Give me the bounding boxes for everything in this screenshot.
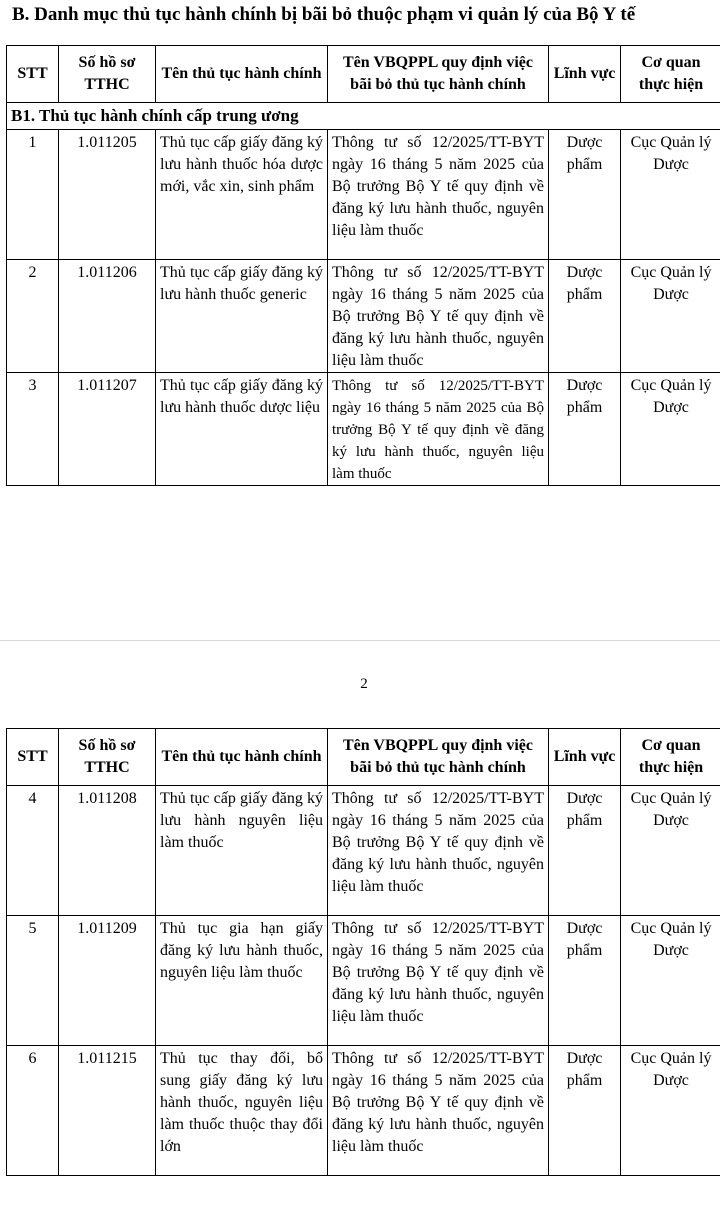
cell-linhvuc: Dược phẩm bbox=[549, 260, 621, 373]
header-stt: STT bbox=[7, 46, 59, 103]
cell-ma: 1.011209 bbox=[59, 916, 156, 1046]
header-ma: Số hồ sơ TTHC bbox=[59, 46, 156, 103]
cell-ten: Thủ tục thay đổi, bổ sung giấy đăng ký lưu hành thuốc, nguyên liệu làm thuốc thuộc thay đổi lớn bbox=[156, 1046, 328, 1176]
cell-ma: 1.011205 bbox=[59, 130, 156, 260]
cell-vb: Thông tư số 12/2025/TT-BYT ngày 16 tháng 5 năm 2025 của Bộ trưởng Bộ Y tế quy định về đăng ký lưu hành thuốc, nguyên liệu làm thuốc bbox=[328, 916, 549, 1046]
header-coquan: Cơ quan thực hiện bbox=[621, 46, 720, 103]
header-vb: Tên VBQPPL quy định việc bãi bỏ thủ tục hành chính bbox=[328, 46, 549, 103]
cell-ma: 1.011206 bbox=[59, 260, 156, 373]
table-row bbox=[7, 130, 720, 260]
header-stt: STT bbox=[7, 729, 59, 786]
cell-coquan: Cục Quản lý Dược bbox=[621, 1046, 720, 1176]
table-row bbox=[7, 260, 720, 373]
table-row bbox=[7, 786, 720, 916]
header-vb: Tên VBQPPL quy định việc bãi bỏ thủ tục hành chính bbox=[328, 729, 549, 786]
section-heading: B. Danh mục thủ tục hành chính bị bãi bỏ thuộc phạm vi quản lý của Bộ Y tế bbox=[12, 4, 636, 25]
cell-coquan: Cục Quản lý Dược bbox=[621, 916, 720, 1046]
section-row bbox=[7, 103, 720, 130]
page-break bbox=[0, 640, 720, 641]
cell-ten: Thủ tục cấp giấy đăng ký lưu hành thuốc dược liệu bbox=[156, 373, 328, 486]
header-coquan: Cơ quan thực hiện bbox=[621, 729, 720, 786]
table-row bbox=[7, 373, 720, 486]
header-linhvuc: Lĩnh vực bbox=[549, 729, 621, 786]
header-ma: Số hồ sơ TTHC bbox=[59, 729, 156, 786]
cell-vb: Thông tư số 12/2025/TT-BYT ngày 16 tháng 5 năm 2025 của Bộ trưởng Bộ Y tế quy định về đăng ký lưu hành thuốc, nguyên liệu làm thuốc bbox=[328, 786, 549, 916]
section-title-b1: B1. Thủ tục hành chính cấp trung ương bbox=[7, 103, 720, 130]
cell-stt: 4 bbox=[7, 786, 59, 916]
cell-vb: Thông tư số 12/2025/TT-BYT ngày 16 tháng 5 năm 2025 của Bộ trưởng Bộ Y tế quy định về đăng ký lưu hành thuốc, nguyên liệu làm thuốc bbox=[328, 260, 549, 373]
cell-linhvuc: Dược phẩm bbox=[549, 1046, 621, 1176]
header-ten: Tên thủ tục hành chính bbox=[156, 46, 328, 103]
cell-stt: 5 bbox=[7, 916, 59, 1046]
cell-coquan: Cục Quản lý Dược bbox=[621, 130, 720, 260]
table-header-row bbox=[7, 729, 720, 786]
cell-ten: Thủ tục cấp giấy đăng ký lưu hành nguyên liệu làm thuốc bbox=[156, 786, 328, 916]
cell-ten: Thủ tục gia hạn giấy đăng ký lưu hành thuốc, nguyên liệu làm thuốc bbox=[156, 916, 328, 1046]
table-header-row bbox=[7, 46, 720, 103]
header-ten: Tên thủ tục hành chính bbox=[156, 729, 328, 786]
cell-ma: 1.011207 bbox=[59, 373, 156, 486]
cell-ma: 1.011215 bbox=[59, 1046, 156, 1176]
cell-linhvuc: Dược phẩm bbox=[549, 916, 621, 1046]
cell-ten: Thủ tục cấp giấy đăng ký lưu hành thuốc hóa dược mới, vắc xin, sinh phẩm bbox=[156, 130, 328, 260]
cell-coquan: Cục Quản lý Dược bbox=[621, 373, 720, 486]
cell-stt: 3 bbox=[7, 373, 59, 486]
cell-coquan: Cục Quản lý Dược bbox=[621, 786, 720, 916]
cell-ma: 1.011208 bbox=[59, 786, 156, 916]
table-row bbox=[7, 1046, 720, 1176]
procedures-table-page-1 bbox=[6, 45, 720, 486]
cell-ten: Thủ tục cấp giấy đăng ký lưu hành thuốc generic bbox=[156, 260, 328, 373]
cell-vb: Thông tư số 12/2025/TT-BYT ngày 16 tháng 5 năm 2025 của Bộ trưởng Bộ Y tế quy định về đăng ký lưu hành thuốc, nguyên liệu làm thuốc bbox=[328, 373, 549, 486]
cell-linhvuc: Dược phẩm bbox=[549, 373, 621, 486]
page-number: 2 bbox=[360, 676, 368, 692]
cell-stt: 2 bbox=[7, 260, 59, 373]
cell-vb: Thông tư số 12/2025/TT-BYT ngày 16 tháng 5 năm 2025 của Bộ trưởng Bộ Y tế quy định về đăng ký lưu hành thuốc, nguyên liệu làm thuốc bbox=[328, 1046, 549, 1176]
table-row bbox=[7, 916, 720, 1046]
cell-vb: Thông tư số 12/2025/TT-BYT ngày 16 tháng 5 năm 2025 của Bộ trưởng Bộ Y tế quy định về đăng ký lưu hành thuốc, nguyên liệu làm thuốc bbox=[328, 130, 549, 260]
procedures-table-page-2 bbox=[6, 728, 720, 1176]
cell-stt: 1 bbox=[7, 130, 59, 260]
cell-linhvuc: Dược phẩm bbox=[549, 130, 621, 260]
cell-coquan: Cục Quản lý Dược bbox=[621, 260, 720, 373]
cell-stt: 6 bbox=[7, 1046, 59, 1176]
cell-linhvuc: Dược phẩm bbox=[549, 786, 621, 916]
header-linhvuc: Lĩnh vực bbox=[549, 46, 621, 103]
